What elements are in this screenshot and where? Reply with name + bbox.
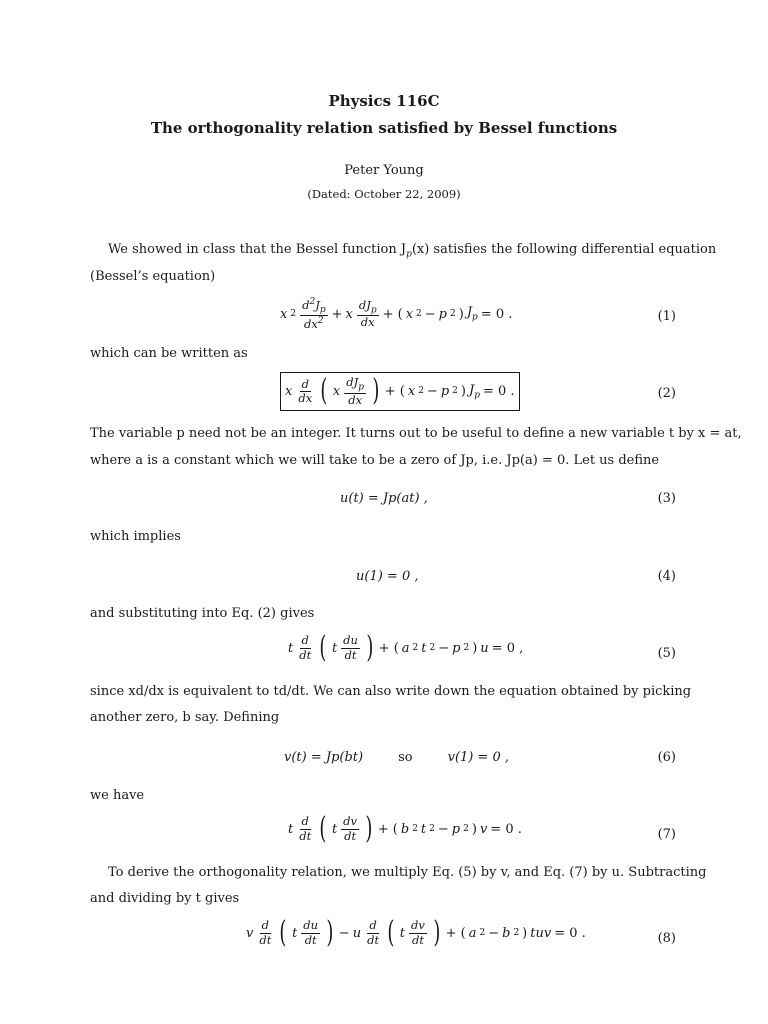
boxed-equation: x $\frac{d}{dx}$ ( x $\frac{dJ_p}{dx}$ ) + ( x 2 − p 2 ) $J_p$ = 0 . <box>280 372 520 411</box>
paragraph-4: where a is a constant which we will take to be a zero of Jp, i.e. Jp(a) = 0. Let us define <box>90 453 660 468</box>
paragraph-1: We showed in class that the Bessel function $J_p(x)$ satisfies the following differential equation <box>108 242 717 260</box>
p1-text-b: (x) satisfies the following differential equation <box>411 242 717 257</box>
equation-number-1: (1) <box>657 309 676 324</box>
paragraph-6: and substituting into Eq. (2) gives <box>90 606 315 621</box>
paragraph-7: since xd/dx is equivalent to td/dt. We can also write down the equation obtained by picking <box>90 684 692 699</box>
eq6-left: v(t) = Jp(bt) <box>284 750 364 765</box>
equation-6 <box>284 750 509 765</box>
paragraph-10: To derive the orthogonality relation, we multiply Eq. (5) by v, and Eq. (7) by u. Subtracting <box>108 865 707 880</box>
equation-8: v $\frac{d}{dt}$ ( t $\frac{du}{dt}$ ) − u $\frac{d}{dt}$ ( t $\frac{dv}{dt}$ ) + ( a 2 − b 2 ) tuv = 0 . <box>246 915 586 950</box>
equation-7: t $\frac{d}{dt}$ ( t $\frac{dv}{dt}$ ) + ( b 2 t 2 − p 2 ) v = 0 . <box>288 811 522 846</box>
equation-5: t $\frac{d}{dt}$ ( t $\frac{du}{dt}$ ) + ( a 2 t 2 − p 2 ) u = 0 , <box>288 630 524 665</box>
p1-text-a: We showed in class that the Bessel function J <box>108 242 407 257</box>
equation-number-4: (4) <box>657 569 676 584</box>
equation-4 <box>356 569 418 584</box>
eq3-text: u(t) = Jp(at) , <box>340 491 428 506</box>
equation-number-8: (8) <box>657 931 676 946</box>
paragraph-3: The variable p need not be an integer. It turns out to be useful to define a new variable t by x = at, <box>90 426 742 441</box>
equation-1: x 2 $\frac{d^2J_p}{dx^2}$ + x $\frac{dJ_p}{dx}$ + ( x 2 − p 2 ) $J_p$ = 0 . <box>280 297 513 332</box>
eq4-text: u(1) = 0 , <box>356 569 419 584</box>
author: Peter Young <box>344 163 424 178</box>
paragraph-5: which implies <box>90 529 181 544</box>
paper-title: The orthogonality relation satisfied by Bessel functions <box>150 119 618 137</box>
date-line: (Dated: October 22, 2009) <box>307 187 461 201</box>
equation-number-7: (7) <box>657 827 676 842</box>
paragraph-8: another zero, b say. Defining <box>90 710 280 725</box>
eq6-right: v(1) = 0 , <box>447 750 510 765</box>
equation-number-5: (5) <box>657 646 676 661</box>
paragraph-9: we have <box>90 788 145 803</box>
paragraph-1-cont: (Bessel’s equation) <box>90 269 216 284</box>
eq6-so: so <box>398 750 413 765</box>
equation-2 <box>280 372 520 411</box>
paragraph-2: which can be written as <box>90 346 248 361</box>
equation-3 <box>340 491 428 506</box>
paragraph-11: and dividing by t gives <box>90 891 240 906</box>
equation-number-3: (3) <box>657 491 676 506</box>
course-title: Physics 116C <box>328 92 440 110</box>
equation-number-6: (6) <box>657 750 676 765</box>
equation-number-2: (2) <box>657 386 676 401</box>
